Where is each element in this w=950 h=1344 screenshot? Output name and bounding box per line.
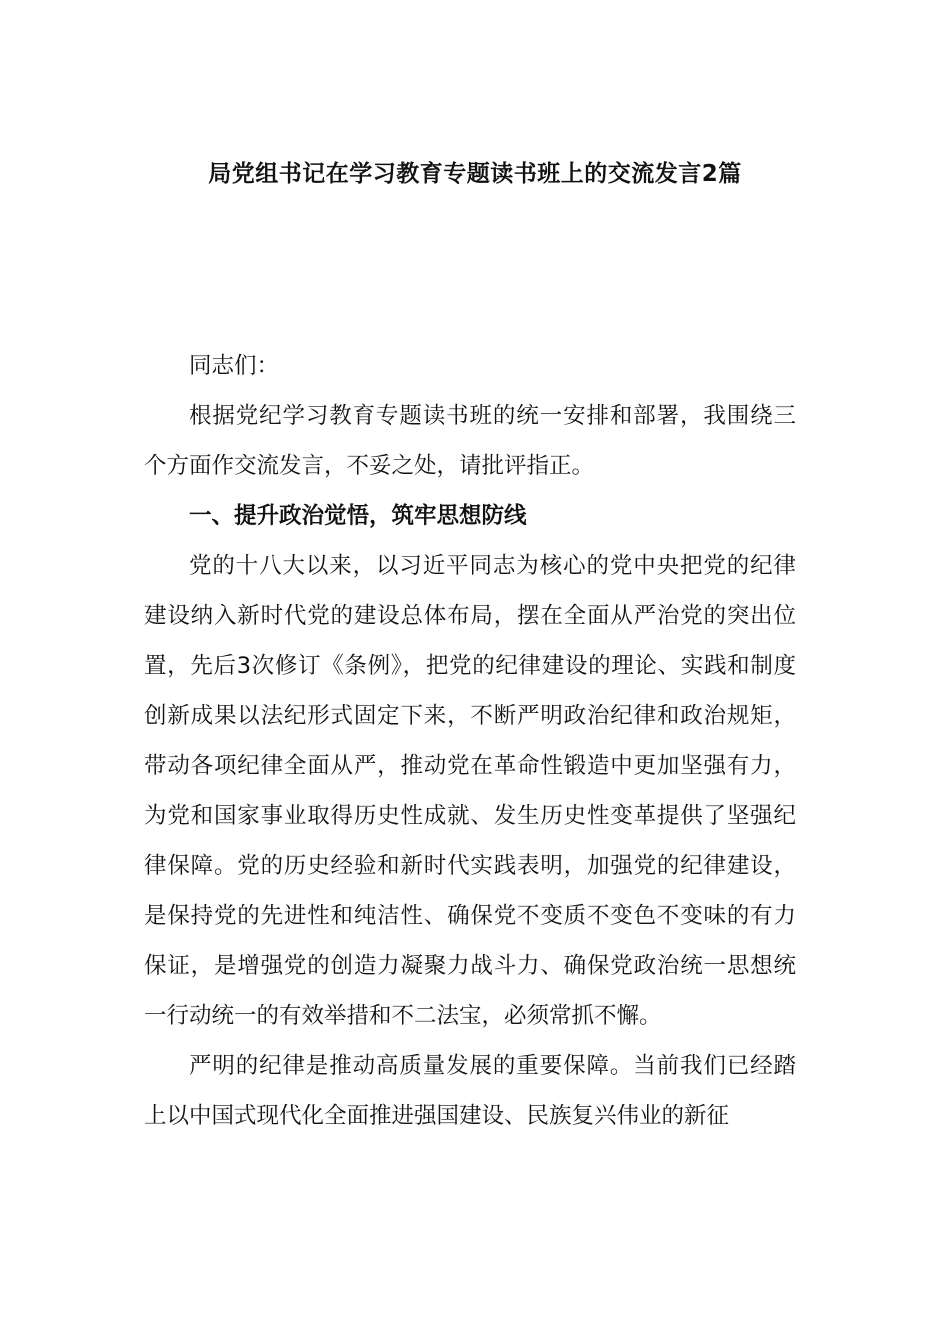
document-body xyxy=(144,341,796,1141)
paragraph-intro: 根据党纪学习教育专题读书班的统一安排和部署，我围绕三个方面作交流发言，不妥之处，请批评指正。 xyxy=(144,403,796,479)
section-heading-1: 一、提升政治觉悟，筑牢思想防线 xyxy=(189,503,527,529)
salutation: 同志们： xyxy=(189,353,280,379)
paragraph-history: 党的十八大以来，以习近平同志为核心的党中央把党的纪律建设纳入新时代党的建设总体布局，摆在全面从严治党的突出位置，先后3次修订《条例》，把党的纪律建设的理论、实践和制度创新成果以法纪形式固定下来，不断严明政治纪律和政治规矩，带动各项纪律全面从严，推动党在革命性锻造中更加坚强有力，为党和国家事业取得历史性成就、发生历史性变革提供了坚强纪律保障。党的历史经验和新时代实践表明，加强党的纪律建设，是保持党的先进性和纯洁性、确保党不变质不变色不变味的有力保证，是增强党的创造力凝聚力战斗力、确保党政治统一思想统一行动统一的有效举措和不二法宝，必须常抓不懈。 xyxy=(144,553,796,1029)
document-title: 局党组书记在学习教育专题读书班上的交流发言2篇 xyxy=(208,161,742,187)
paragraph-discipline: 严明的纪律是推动高质量发展的重要保障。当前我们已经踏上以中国式现代化全面推进强国建设、民族复兴伟业的新征 xyxy=(144,1053,796,1129)
